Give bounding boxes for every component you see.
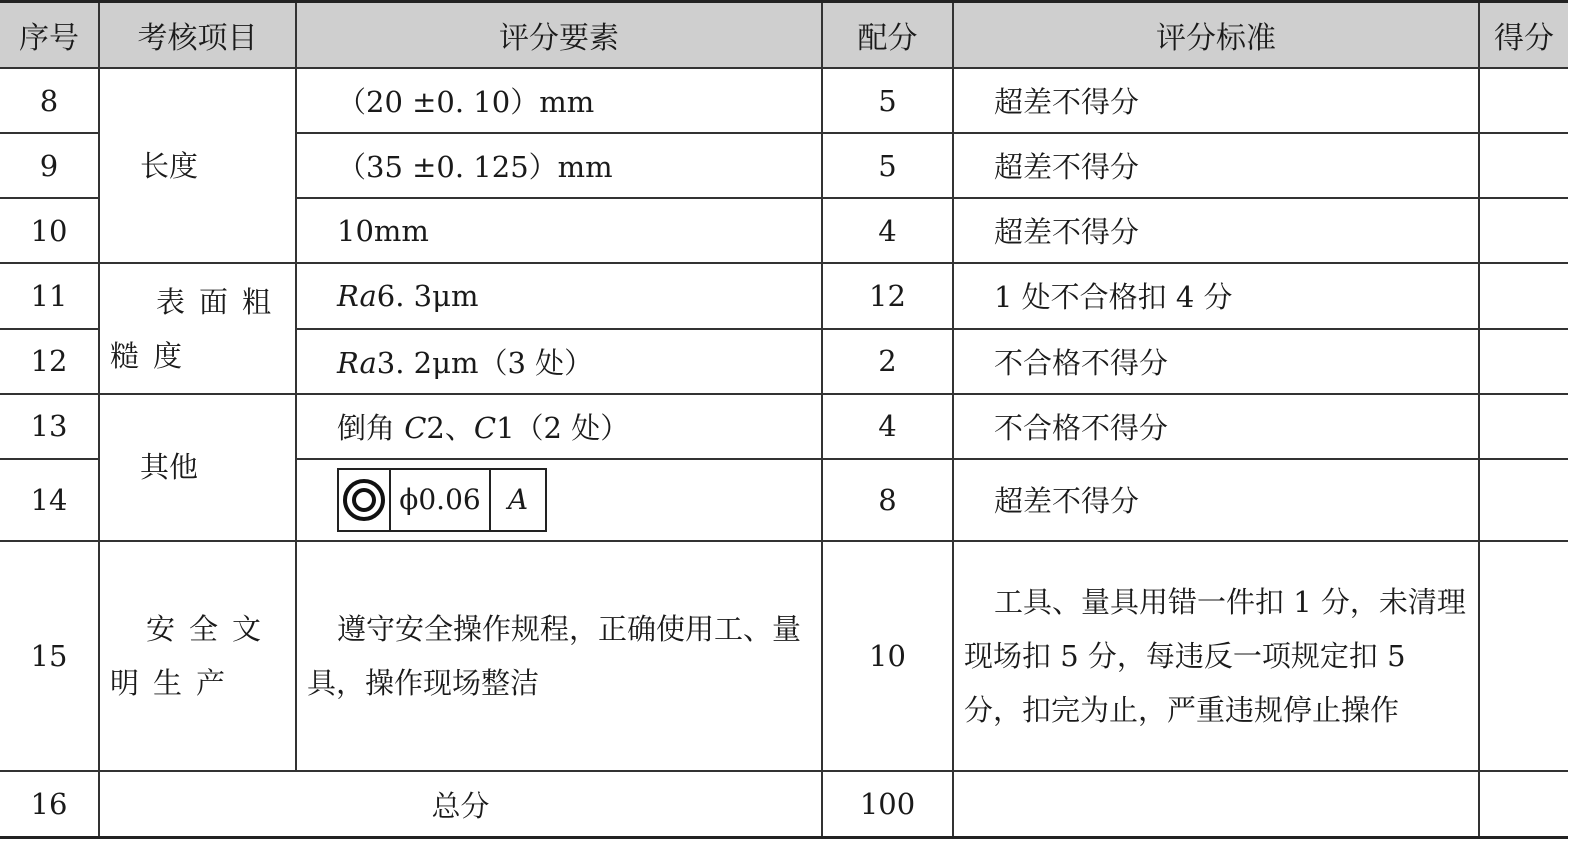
concentricity-icon bbox=[339, 470, 391, 530]
row-no: 14 bbox=[0, 459, 99, 541]
chamfer-part: 1（2 处） bbox=[496, 410, 630, 445]
ra-value: 6. 3μm bbox=[376, 278, 479, 313]
row-element bbox=[296, 459, 822, 541]
row-score-cell[interactable] bbox=[1479, 541, 1568, 771]
row-no: 15 bbox=[0, 541, 99, 771]
row-points: 4 bbox=[822, 198, 953, 263]
row-score-cell[interactable] bbox=[1479, 263, 1568, 328]
header-element: 评分要素 bbox=[296, 2, 822, 69]
row-points: 10 bbox=[822, 541, 953, 771]
total-points: 100 bbox=[822, 771, 953, 837]
chamfer-c: C bbox=[473, 410, 497, 445]
category-label: 安全文明生产 bbox=[110, 612, 276, 701]
row-score-cell[interactable] bbox=[1479, 394, 1568, 459]
row-standard: 1 处不合格扣 4 分 bbox=[953, 263, 1479, 328]
row-no: 10 bbox=[0, 198, 99, 263]
row-score-cell[interactable] bbox=[1479, 133, 1568, 198]
ra-symbol: Ra bbox=[337, 345, 377, 380]
row-standard bbox=[953, 771, 1479, 837]
row-no: 11 bbox=[0, 263, 99, 328]
row-standard: 不合格不得分 bbox=[953, 394, 1479, 459]
row-score-cell[interactable] bbox=[1479, 198, 1568, 263]
table-row bbox=[0, 263, 1568, 328]
datum-reference: A bbox=[507, 483, 529, 517]
header-score: 得分 bbox=[1479, 2, 1568, 69]
row-score-cell[interactable] bbox=[1479, 459, 1568, 541]
row-element bbox=[296, 394, 822, 459]
table-row bbox=[0, 541, 1568, 771]
row-standard: 超差不得分 bbox=[953, 68, 1479, 133]
row-standard: 超差不得分 bbox=[953, 198, 1479, 263]
row-standard: 超差不得分 bbox=[953, 133, 1479, 198]
category-label: 表面粗糙度 bbox=[110, 284, 286, 373]
header-category: 考核项目 bbox=[99, 2, 296, 69]
category-other: 其他 bbox=[99, 394, 296, 541]
row-points: 5 bbox=[822, 68, 953, 133]
row-standard: 不合格不得分 bbox=[953, 329, 1479, 394]
row-points: 12 bbox=[822, 263, 953, 328]
tolerance-frame bbox=[337, 468, 547, 532]
category-roughness bbox=[99, 263, 296, 393]
chamfer-label: 倒角 bbox=[337, 410, 405, 445]
row-score-cell[interactable] bbox=[1479, 68, 1568, 133]
header-standard: 评分标准 bbox=[953, 2, 1479, 69]
row-standard: 工具、量具用错一件扣 1 分，未清理现场扣 5 分，每违反一项规定扣 5 分，扣完为止，严重违规停止操作 bbox=[953, 541, 1479, 771]
row-no: 8 bbox=[0, 68, 99, 133]
row-points: 8 bbox=[822, 459, 953, 541]
row-no: 13 bbox=[0, 394, 99, 459]
chamfer-part: 2、 bbox=[426, 410, 474, 445]
header-row bbox=[0, 2, 1568, 69]
row-no: 12 bbox=[0, 329, 99, 394]
row-element: 10mm bbox=[296, 198, 822, 263]
ra-symbol: Ra bbox=[337, 278, 377, 313]
table-row bbox=[0, 68, 1568, 133]
row-no: 9 bbox=[0, 133, 99, 198]
ra-value: 3. 2μm（3 处） bbox=[376, 345, 594, 380]
row-element: 遵守安全操作规程，正确使用工、量具，操作现场整洁 bbox=[296, 541, 822, 771]
row-element: （35 ±0. 125）mm bbox=[296, 133, 822, 198]
category-safety bbox=[99, 541, 296, 771]
row-points: 5 bbox=[822, 133, 953, 198]
row-element bbox=[296, 329, 822, 394]
header-points: 配分 bbox=[822, 2, 953, 69]
row-element: （20 ±0. 10）mm bbox=[296, 68, 822, 133]
tolerance-value: ϕ0.06 bbox=[391, 470, 491, 530]
category-length: 长度 bbox=[99, 68, 296, 263]
total-row bbox=[0, 771, 1568, 837]
row-points: 4 bbox=[822, 394, 953, 459]
chamfer-c: C bbox=[404, 410, 427, 445]
row-score-cell[interactable] bbox=[1479, 329, 1568, 394]
total-label: 总分 bbox=[99, 771, 822, 837]
row-no: 16 bbox=[0, 771, 99, 837]
table-row bbox=[0, 394, 1568, 459]
row-element bbox=[296, 263, 822, 328]
row-score-cell[interactable] bbox=[1479, 771, 1568, 837]
row-points: 2 bbox=[822, 329, 953, 394]
header-no: 序号 bbox=[0, 2, 99, 69]
row-standard: 超差不得分 bbox=[953, 459, 1479, 541]
